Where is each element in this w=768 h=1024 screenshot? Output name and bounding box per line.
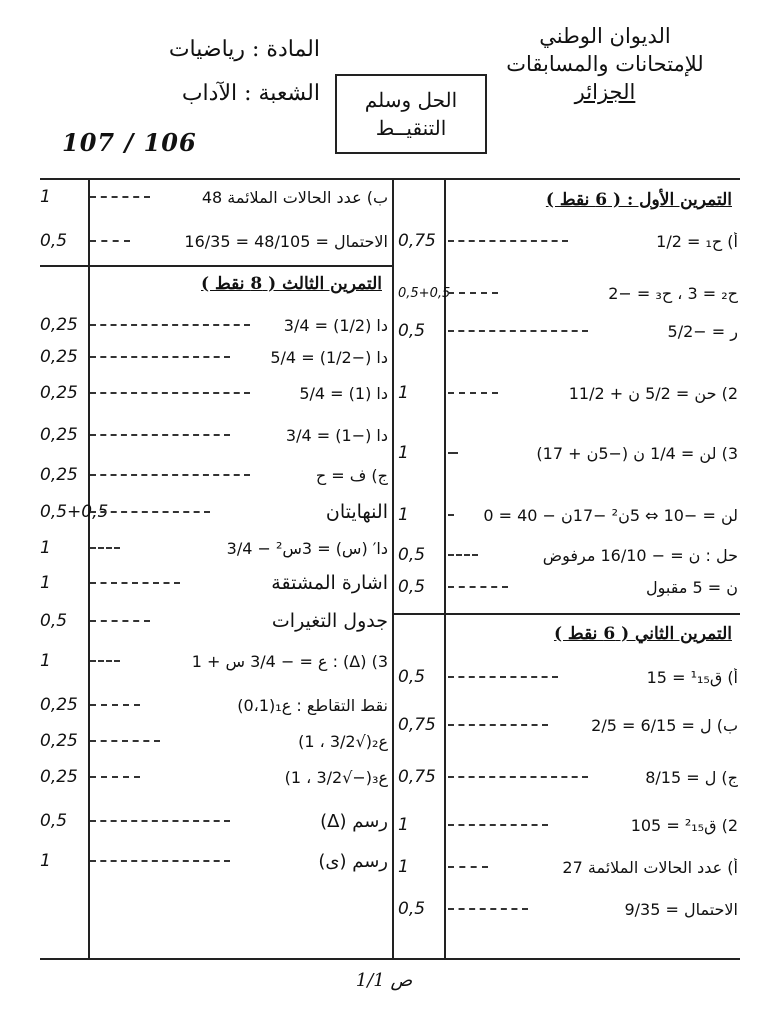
office-line-3: الجزائر <box>574 80 636 104</box>
table-row <box>398 540 738 570</box>
row-score: 1 <box>398 857 409 877</box>
row-text: 2) ق²₁₅ = 105 <box>630 815 738 835</box>
table-row <box>398 438 738 468</box>
dash-leader <box>448 908 528 910</box>
table-row <box>40 690 388 720</box>
row-score: 1 <box>40 651 51 671</box>
row-text: رسم (ى) <box>318 850 388 872</box>
dash-leader <box>448 292 498 294</box>
exam-info <box>70 28 320 116</box>
exam-code: 107 / 106 <box>62 128 197 157</box>
subject-label: المادة : رياضيات <box>168 37 320 62</box>
row-score: 0,25 <box>40 695 78 715</box>
row-score: 0,25 <box>40 767 78 787</box>
row-text: 3) لن = 1/4 ن (−5ن + 17) <box>536 443 738 463</box>
dash-leader <box>90 820 230 822</box>
table-row <box>398 378 738 408</box>
dash-leader <box>90 860 230 862</box>
row-text: نقط التقاطع : ع₁(0،1) <box>237 695 388 715</box>
office-line-1: الديوان الوطني <box>539 24 671 48</box>
dash-leader <box>90 547 120 549</box>
dash-leader <box>448 824 548 826</box>
dash-leader <box>90 620 150 622</box>
dash-leader <box>90 474 250 476</box>
row-score: 0,5 <box>398 667 426 687</box>
row-score: 1 <box>40 187 51 207</box>
dash-leader <box>448 392 498 394</box>
row-text: ر = −5/2 <box>667 321 738 341</box>
row-text: لن = −10 ⇔ 5ن² −17ن − 40 = 0 <box>483 505 738 525</box>
row-score: 1 <box>398 505 409 525</box>
dash-leader <box>90 356 230 358</box>
row-text: ج) ل = 8/15 <box>645 767 738 787</box>
dash-leader <box>448 554 478 556</box>
dash-leader <box>90 392 250 394</box>
column-divider <box>392 178 394 958</box>
table-top-border <box>40 178 740 180</box>
dash-leader <box>90 776 140 778</box>
row-text: 3) (Δ) : ع = − 3/4 س + 1 <box>191 651 388 671</box>
dash-leader <box>90 740 160 742</box>
row-text: ع₃(−√3/2 ، 1) <box>284 767 388 787</box>
office-line-2: للإمتحانات والمسابقات <box>506 52 704 76</box>
solution-title-line-1: الحل وسلم <box>364 88 458 112</box>
row-score: 1 <box>398 383 409 403</box>
table-row <box>398 500 738 530</box>
dash-leader <box>448 514 454 516</box>
row-text: 2) حن = 5/2 ن + 11/2 <box>568 383 738 403</box>
row-text: رسم (Δ) <box>320 810 388 832</box>
row-text: حل : ن = − 16/10 مرفوض <box>542 545 738 565</box>
row-text: ب) ل = 6/15 = 2/5 <box>591 715 738 735</box>
table-row <box>398 662 738 692</box>
dash-leader <box>90 434 230 436</box>
row-score: 0,25 <box>40 425 78 445</box>
row-text: الاحتمال = 9/35 <box>624 899 738 919</box>
row-text: دا (−1/2) = 5/4 <box>270 347 388 367</box>
row-score: 0,75 <box>398 715 436 735</box>
row-score: 1 <box>40 573 51 593</box>
table-row <box>40 762 388 792</box>
table-row <box>398 710 738 740</box>
table-row <box>40 378 388 408</box>
dash-leader <box>90 582 180 584</box>
table-row <box>40 568 388 598</box>
row-score: 0,5 <box>398 577 426 597</box>
row-text: أ) ق¹₁₅ = 15 <box>646 667 738 687</box>
dash-leader <box>448 452 458 454</box>
solution-title-box <box>335 74 487 154</box>
table-row <box>398 226 738 256</box>
dash-leader <box>90 240 130 242</box>
exercise1-title: التمرين الأول : ( 6 نقط ) <box>545 190 732 210</box>
table-row <box>40 533 388 563</box>
row-text: ج) ف = ح <box>315 465 388 485</box>
row-text: دا (1/2) = 3/4 <box>283 315 388 335</box>
table-row <box>398 810 738 840</box>
dash-leader <box>90 196 150 198</box>
row-text: جدول التغيرات <box>271 610 388 632</box>
table-bottom-border <box>40 958 740 960</box>
table-row <box>40 310 388 340</box>
row-score: 1 <box>40 538 51 558</box>
row-text: أ) ح₁ = 1/2 <box>656 231 738 251</box>
dash-leader <box>90 511 210 513</box>
table-row <box>40 846 388 876</box>
row-score: 0,5+0,5 <box>40 502 109 522</box>
table-row <box>40 226 388 256</box>
row-score: 0,5 <box>40 231 68 251</box>
table-row <box>40 497 388 527</box>
row-score: 0,5 <box>398 545 426 565</box>
row-text: دا (−1) = 3/4 <box>285 425 388 445</box>
row-text: دا (1) = 5/4 <box>299 383 388 403</box>
row-score: 0,25 <box>40 383 78 403</box>
row-score: 0,25 <box>40 731 78 751</box>
exercise2-title: التمرين الثاني ( 6 نقط ) <box>553 624 732 644</box>
row-score: 0,5 <box>40 611 68 631</box>
table-row <box>398 316 738 346</box>
row-text: ع₂(√3/2 ، 1) <box>298 731 388 751</box>
row-text: اشارة المشتقة <box>271 572 388 594</box>
table-row <box>398 762 738 792</box>
table-row <box>40 606 388 636</box>
dash-leader <box>448 240 568 242</box>
table-row <box>398 572 738 602</box>
table-row <box>398 894 738 924</box>
exercise3-title: التمرين الثالث ( 8 نقط ) <box>201 274 382 294</box>
row-score: 0,25 <box>40 465 78 485</box>
table-row <box>40 726 388 756</box>
dash-leader <box>448 586 508 588</box>
row-score: 1 <box>398 443 409 463</box>
row-score: 0,25 <box>40 347 78 367</box>
table-row <box>398 852 738 882</box>
row-text: ب) عدد الحالات الملائمة 48 <box>201 187 388 207</box>
dash-leader <box>448 330 588 332</box>
row-score: 0,75 <box>398 767 436 787</box>
dash-leader <box>448 724 548 726</box>
dash-leader <box>90 660 120 662</box>
row-score: 0,25 <box>40 315 78 335</box>
table-row <box>40 806 388 836</box>
table-row <box>398 278 738 308</box>
row-score: 0,5 <box>398 321 426 341</box>
row-score: 0,5+0,5 <box>398 285 451 301</box>
table-row <box>40 646 388 676</box>
right-section-separator <box>392 613 740 615</box>
left-section-separator <box>40 265 392 267</box>
row-text: ن = 5 مقبول <box>646 577 738 597</box>
table-row <box>40 420 388 450</box>
table-row <box>40 460 388 490</box>
dash-leader <box>448 776 588 778</box>
table-row <box>40 342 388 372</box>
solution-title-line-2: التنقيــط <box>375 116 447 140</box>
branch-label: الشعبة : الآداب <box>181 81 320 106</box>
row-score: 0,5 <box>398 899 426 919</box>
row-text: الاحتمال = 48/105 = 16/35 <box>184 231 388 251</box>
dash-leader <box>448 866 488 868</box>
issuing-office <box>480 22 730 106</box>
dash-leader <box>90 704 140 706</box>
row-score: 0,75 <box>398 231 436 251</box>
row-text: النهايتان <box>325 501 388 523</box>
row-text: ح₂ = 3 ، ح₃ = −2 <box>608 283 738 303</box>
dash-leader <box>448 676 558 678</box>
page-number: ص 1/1 <box>355 970 413 991</box>
row-text: أ) عدد الحالات الملائمة 27 <box>562 857 738 877</box>
dash-leader <box>90 324 250 326</box>
row-score: 1 <box>40 851 51 871</box>
row-text: دا′ (س) = 3س² − 3/4 <box>226 538 388 558</box>
table-row <box>40 182 388 212</box>
row-score: 1 <box>398 815 409 835</box>
row-score: 0,5 <box>40 811 68 831</box>
